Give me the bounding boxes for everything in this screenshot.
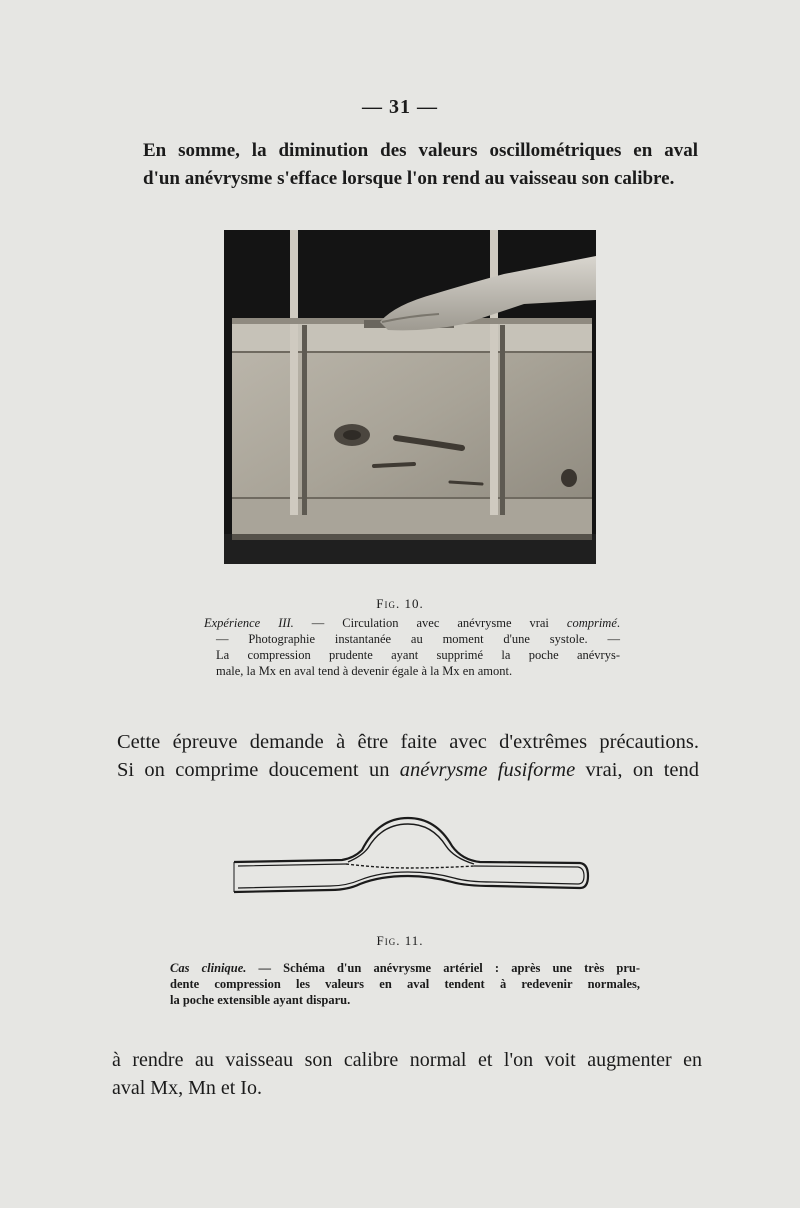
figure-11-caption-text: — Schéma d'un anévrysme artériel : après une très pru- [246, 961, 640, 975]
figure-11-caption [170, 960, 640, 1008]
paragraph-2-line-2-end: vrai, on tend [575, 759, 699, 781]
figure-11-caption-line-3: la poche extensible ayant disparu. [170, 993, 351, 1007]
paragraph-1-line-1: En somme, la diminution des valeurs oscillométriques en aval [143, 140, 698, 161]
paragraph-2-line-1: Cette épreuve demande à être faite avec d'extrêmes précautions. [117, 731, 699, 753]
paragraph-1 [143, 137, 698, 193]
paragraph-3-line-2: aval Mx, Mn et Io. [112, 1077, 262, 1099]
figure-10-caption-emphasis: comprimé [566, 616, 617, 630]
figure-11-caption-line-2: dente compression les valeurs en aval tendent à redevenir normales, [170, 977, 640, 991]
page-number: — 31 — [362, 96, 438, 118]
paragraph-3 [112, 1046, 702, 1102]
figure-10-caption-line-3: La compression prudente ayant supprimé la poche anévrys- [216, 648, 620, 662]
figure-11-caption-lead: Cas clinique. [170, 961, 247, 975]
figure-10-caption [204, 615, 620, 679]
paragraph-1-line-2: d'un anévrysme s'efface lorsque l'on rend au vaisseau son calibre. [143, 168, 675, 189]
paragraph-2-line-2-start: Si on comprime doucement un [117, 759, 400, 781]
figure-10-label: Fig. 10. [376, 596, 424, 611]
paragraph-2 [117, 728, 699, 784]
figure-10-caption-lead: Expérience III. [204, 616, 294, 630]
figure-10-caption-line-4: male, la Mx en aval tend à devenir égale à la Mx en amont. [216, 664, 513, 678]
figure-11-aneurysm-diagram [230, 810, 590, 900]
figure-11-caption-line-1 [170, 960, 640, 976]
figure-10-caption-period: . [616, 616, 621, 630]
paragraph-2-emphasis: anévrysme fusiforme [399, 759, 576, 781]
paragraph-3-line-1: à rendre au vaisseau son calibre normal et l'on voit augmenter en [112, 1049, 702, 1071]
apparatus-photo-illustration [224, 230, 596, 564]
figure-10-caption-line-1 [204, 615, 620, 631]
figure-11-label: Fig. 11. [376, 933, 424, 948]
paragraph-2-line-2 [117, 756, 699, 784]
figure-10-caption-text: — Circulation avec anévrysme vrai [293, 616, 567, 630]
figure-10-photograph [224, 230, 596, 564]
figure-10-caption-line-2: — Photographie instantanée au moment d'une systole. — [216, 632, 620, 646]
